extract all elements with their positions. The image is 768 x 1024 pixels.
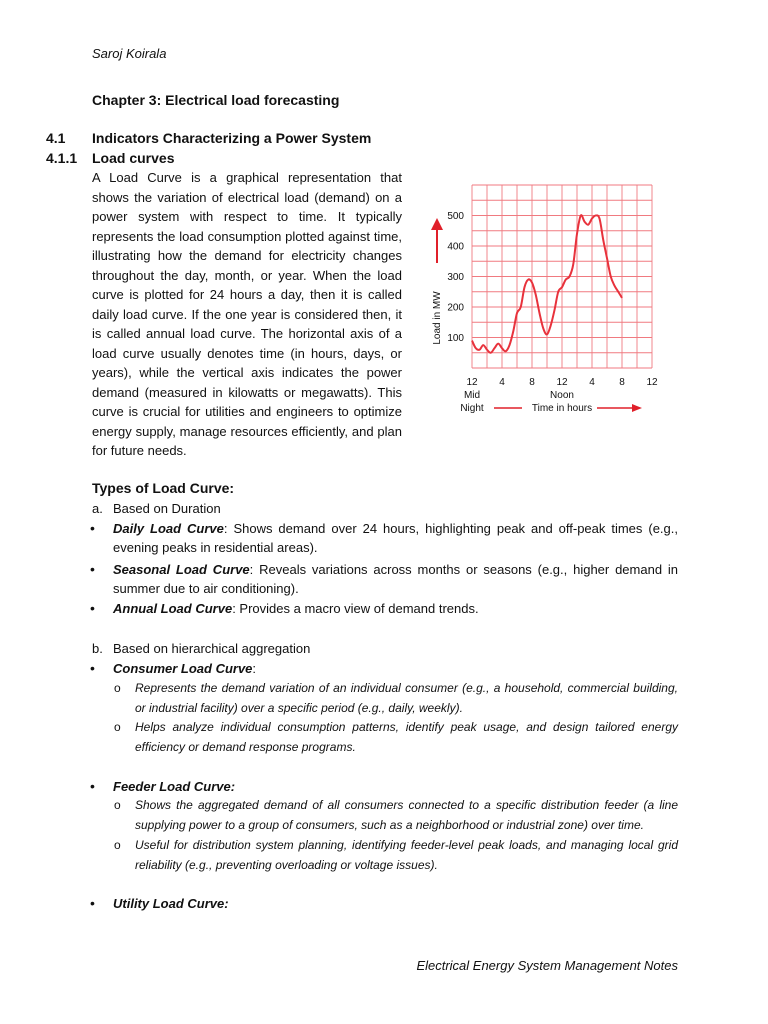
term-daily: Daily Load Curve: [113, 521, 224, 536]
term-consumer: Consumer Load Curve: [113, 661, 253, 676]
bullet-glyph: •: [90, 600, 95, 616]
desc-annual: : Provides a macro view of demand trends.: [232, 601, 479, 616]
x-tick-label: 8: [619, 377, 625, 388]
subsection-title: Load curves: [92, 150, 175, 166]
bullet-glyph: •: [90, 561, 95, 577]
x-axis-label: Time in hours: [531, 403, 593, 414]
x-tick-label: 8: [529, 377, 535, 388]
feeder-point-2-text: Useful for distribution system planning, identifying feeder-level peak loads, and managing local grid reliability (e.g., preventing overloading or voltage issues).: [135, 838, 678, 872]
y-axis-label: Load in MW: [432, 291, 443, 345]
author-header: Saroj Koirala: [92, 46, 167, 61]
bullet-glyph: •: [90, 895, 95, 911]
x-tick-sublabel: Night: [460, 403, 484, 414]
y-tick-label: 300: [447, 272, 464, 283]
sub-bullet-glyph: o: [114, 838, 121, 852]
term-seasonal: Seasonal Load Curve: [113, 562, 250, 577]
y-arrow-head: [431, 218, 443, 230]
y-tick-label: 100: [447, 333, 464, 344]
consumer-point-2-text: Helps analyze individual consumption patterns, identify peak usage, and design tailored energy efficiency or demand response programs.: [135, 720, 678, 754]
bullet-glyph: •: [90, 660, 95, 676]
y-tick-label: 200: [447, 302, 464, 314]
x-tick-label: 12: [466, 377, 478, 388]
subsection-number: 4.1.1: [46, 150, 78, 166]
duration-group-title: Based on Duration: [113, 501, 221, 516]
x-tick-label: 12: [556, 377, 568, 388]
section-title: Indicators Characterizing a Power System: [92, 130, 372, 146]
section-number: 4.1: [46, 130, 66, 146]
bullet-glyph: •: [90, 778, 95, 794]
x-tick-label: 4: [589, 377, 595, 388]
y-tick-label: 400: [447, 241, 464, 253]
feeder-point-1-text: Shows the aggregated demand of all consumers connected to a specific distribution feeder (a line supplying power to a group of consumers, such as a neighborhood or industrial zone) over time.: [135, 798, 678, 832]
x-tick-label: 4: [499, 377, 505, 388]
hierarchy-group-title: Based on hierarchical aggregation: [113, 641, 311, 656]
consumer-suffix: :: [252, 661, 257, 676]
x-tick-labels: [466, 377, 658, 388]
sub-bullet-glyph: o: [114, 681, 121, 695]
desc-seasonal: : Reveals variations across months or seasons (e.g., higher demand in summer due to air conditioning).: [113, 562, 679, 596]
load-curve-chart: [410, 168, 680, 438]
list-marker-a: a.: [92, 501, 103, 516]
x-arrow-right-head: [632, 404, 642, 412]
list-marker-b: b.: [92, 641, 103, 656]
sub-bullet-glyph: o: [114, 720, 121, 734]
intro-paragraph: A Load Curve is a graphical representation that shows the variation of electrical load (demand) on a power system with respect to time. It typically represents the load consumption plotted against time, illustrating how the demand for electricity changes throughout the day, month, or year. When the load curve is plotted for 24 hours a day, then it is called daily load curve. If the one year is considered then, it is called annual load curve. The horizontal axis of a load curve usually denotes time (in hours, days, or years), while the vertical axis indicates the power demand (measured in kilowatts or megawatts). This curve is crucial for utilities and engineers to optimize energy supply, manage resources efficiently, and plan for future needs.: [92, 170, 402, 458]
load-curve-figure: [410, 168, 680, 438]
x-tick-sublabel: Mid: [463, 390, 481, 401]
desc-daily: : Shows demand over 24 hours, highlighting peak and off-peak times (e.g., evening peaks in residential areas).: [113, 521, 678, 555]
term-feeder: Feeder Load Curve:: [113, 779, 236, 794]
x-tick-sublabel: Noon: [550, 390, 574, 401]
term-annual: Annual Load Curve: [113, 601, 233, 616]
chart-grid: [472, 185, 652, 368]
types-heading: Types of Load Curve:: [92, 480, 235, 496]
page-footer: Electrical Energy System Management Notes: [416, 958, 678, 973]
sub-bullet-glyph: o: [114, 798, 121, 812]
consumer-point-1-text: Represents the demand variation of an individual consumer (e.g., a household, commercial building, or industrial facility) over a specific period (e.g., daily, weekly).: [135, 681, 678, 715]
x-tick-label: 12: [646, 377, 658, 388]
bullet-glyph: •: [90, 520, 95, 536]
term-utility: Utility Load Curve:: [113, 896, 229, 911]
y-axis-arrow: [431, 218, 443, 263]
y-tick-labels: [447, 211, 464, 344]
y-tick-label: 500: [447, 211, 464, 222]
chapter-title: Chapter 3: Electrical load forecasting: [92, 92, 340, 108]
